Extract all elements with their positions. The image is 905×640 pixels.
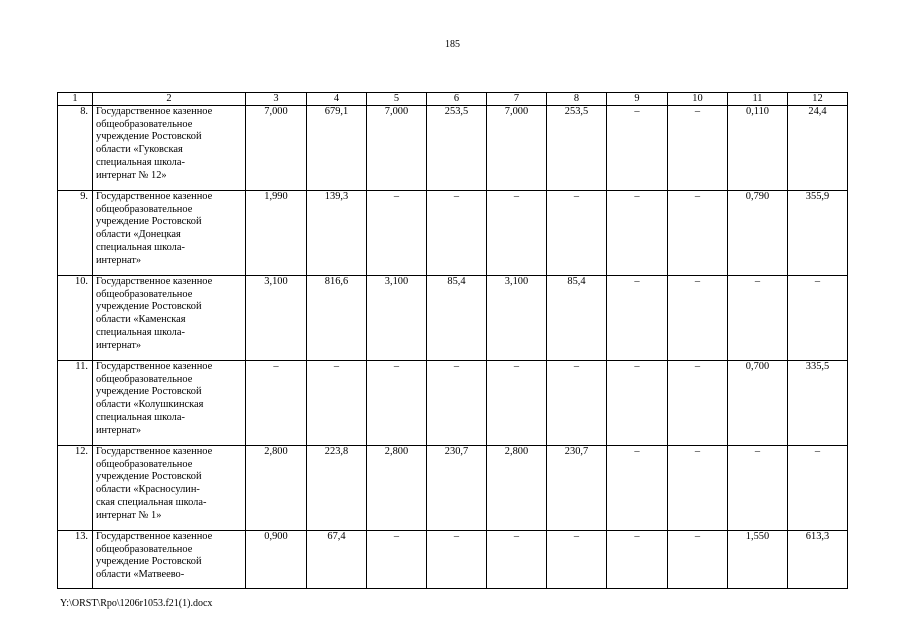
table-cell: 3,100 xyxy=(367,276,427,361)
column-header: 10 xyxy=(668,93,728,106)
table-header-row xyxy=(58,93,848,106)
table-cell: 679,1 xyxy=(307,106,367,191)
table-cell: – xyxy=(547,361,607,446)
table-cell: – xyxy=(728,446,788,531)
table-cell: – xyxy=(607,531,668,589)
table-cell: 2,800 xyxy=(367,446,427,531)
table-cell: 85,4 xyxy=(547,276,607,361)
table-cell: – xyxy=(668,531,728,589)
table-cell: 816,6 xyxy=(307,276,367,361)
table-cell: 613,3 xyxy=(788,531,848,589)
table-cell: – xyxy=(668,191,728,276)
table-cell: 253,5 xyxy=(427,106,487,191)
column-header: 11 xyxy=(728,93,788,106)
data-table xyxy=(57,92,848,589)
table-row xyxy=(58,276,848,361)
column-header: 5 xyxy=(367,93,427,106)
table-cell: 0,110 xyxy=(728,106,788,191)
column-header: 7 xyxy=(487,93,547,106)
row-number: 11. xyxy=(58,361,93,446)
table-cell: – xyxy=(547,531,607,589)
institution-name: Государственное казенное общеобразовательное учреждение Ростовской области «Красносулин- ская специальная школа- интернат № 1» xyxy=(93,446,246,531)
table-cell: 0,790 xyxy=(728,191,788,276)
table-cell: 7,000 xyxy=(246,106,307,191)
column-header: 3 xyxy=(246,93,307,106)
table-cell: 24,4 xyxy=(788,106,848,191)
table-cell: – xyxy=(607,276,668,361)
table-cell: – xyxy=(487,191,547,276)
column-header: 6 xyxy=(427,93,487,106)
table-cell: 67,4 xyxy=(307,531,367,589)
table-cell: – xyxy=(668,361,728,446)
table-cell: 7,000 xyxy=(487,106,547,191)
table-cell: – xyxy=(668,276,728,361)
table-cell: – xyxy=(427,361,487,446)
column-header: 2 xyxy=(93,93,246,106)
table-row xyxy=(58,531,848,589)
institution-name: Государственное казенное общеобразовательное учреждение Ростовской области «Колушкинская специальная школа- интернат» xyxy=(93,361,246,446)
table-cell: – xyxy=(367,361,427,446)
institution-name: Государственное казенное общеобразовательное учреждение Ростовской области «Донецкая специальная школа- интернат» xyxy=(93,191,246,276)
column-header: 4 xyxy=(307,93,367,106)
column-header: 8 xyxy=(547,93,607,106)
table-cell: 335,5 xyxy=(788,361,848,446)
row-number: 9. xyxy=(58,191,93,276)
table-cell: – xyxy=(547,191,607,276)
table-cell: 230,7 xyxy=(427,446,487,531)
table-cell: 85,4 xyxy=(427,276,487,361)
table-cell: – xyxy=(607,361,668,446)
institution-name: Государственное казенное общеобразовательное учреждение Ростовской области «Гуковская специальная школа- интернат № 12» xyxy=(93,106,246,191)
table-cell: 139,3 xyxy=(307,191,367,276)
table-cell: – xyxy=(607,446,668,531)
row-number: 10. xyxy=(58,276,93,361)
table-cell: 3,100 xyxy=(246,276,307,361)
table-cell: 253,5 xyxy=(547,106,607,191)
table-row xyxy=(58,191,848,276)
institution-name: Государственное казенное общеобразовательное учреждение Ростовской области «Матвеево- xyxy=(93,531,246,589)
table-cell: 230,7 xyxy=(547,446,607,531)
table-cell: – xyxy=(668,106,728,191)
table-row xyxy=(58,446,848,531)
row-number: 12. xyxy=(58,446,93,531)
table-cell: – xyxy=(788,276,848,361)
table-cell: 0,900 xyxy=(246,531,307,589)
table-cell: – xyxy=(367,191,427,276)
table-cell: – xyxy=(668,446,728,531)
table-cell: 223,8 xyxy=(307,446,367,531)
table-cell: – xyxy=(246,361,307,446)
page-number: 185 xyxy=(445,39,460,50)
table-cell: – xyxy=(307,361,367,446)
file-path-footer: Y:\ORST\Rpo\1206r1053.f21(1).docx xyxy=(60,598,213,609)
table-cell: 3,100 xyxy=(487,276,547,361)
table-cell: 2,800 xyxy=(487,446,547,531)
column-header: 12 xyxy=(788,93,848,106)
table-cell: – xyxy=(788,446,848,531)
row-number: 8. xyxy=(58,106,93,191)
column-header: 9 xyxy=(607,93,668,106)
table-row xyxy=(58,106,848,191)
row-number: 13. xyxy=(58,531,93,589)
table-cell: – xyxy=(367,531,427,589)
table-cell: 7,000 xyxy=(367,106,427,191)
table-cell: 355,9 xyxy=(788,191,848,276)
table-cell: – xyxy=(427,531,487,589)
institution-name: Государственное казенное общеобразовательное учреждение Ростовской области «Каменская специальная школа- интернат» xyxy=(93,276,246,361)
column-header: 1 xyxy=(58,93,93,106)
table-cell: 1,550 xyxy=(728,531,788,589)
table-cell: – xyxy=(607,191,668,276)
table-cell: – xyxy=(728,276,788,361)
table-cell: – xyxy=(607,106,668,191)
table-cell: 2,800 xyxy=(246,446,307,531)
table-row xyxy=(58,361,848,446)
table-cell: – xyxy=(487,531,547,589)
table-cell: 1,990 xyxy=(246,191,307,276)
table-cell: 0,700 xyxy=(728,361,788,446)
table-cell: – xyxy=(427,191,487,276)
table-cell: – xyxy=(487,361,547,446)
